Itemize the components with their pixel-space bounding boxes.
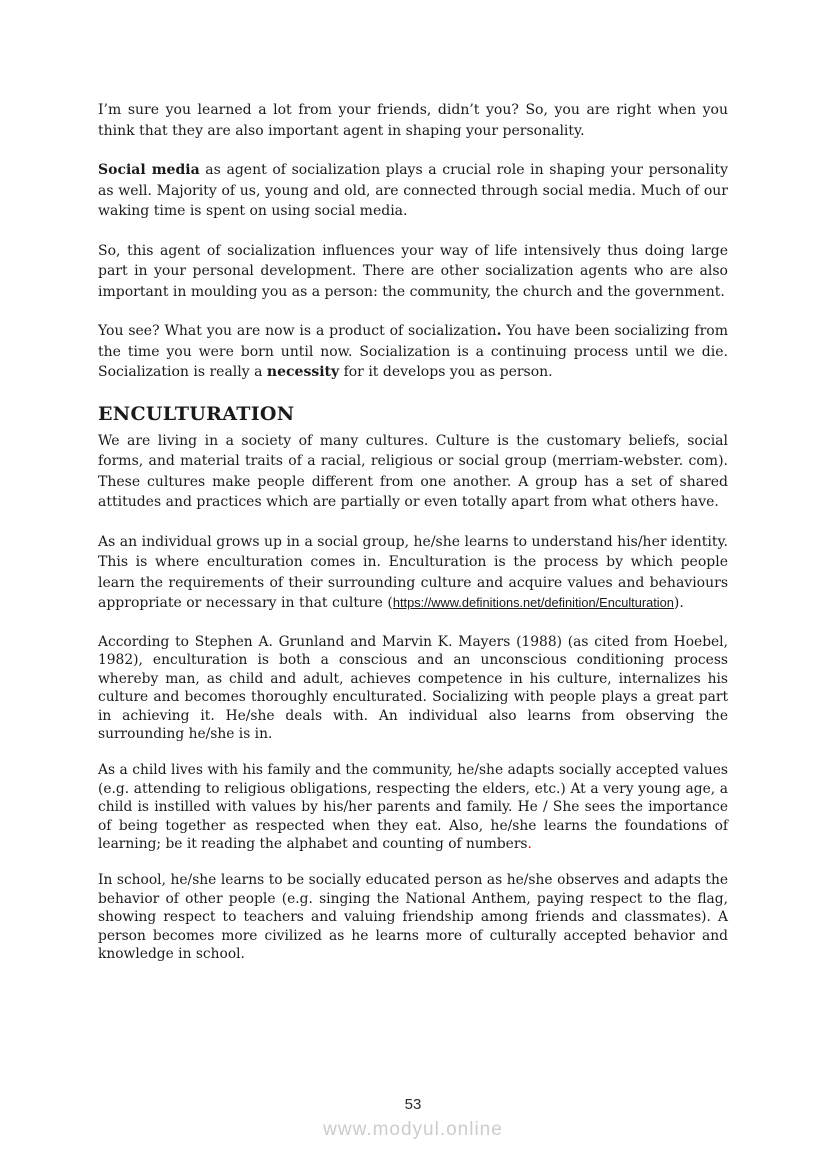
paragraph-child-family-text: As a child lives with his family and the community, he/she adapts socially accepted values (e.g. attending to religious obligations, respecting the elders, etc.) At a very young age, a child is instilled with values by his/her parents and family. He / She sees the importance of being together as respected when they eat. Also, he/she learns the foundations of learning; be it reading the alphabet and counting of numbers xyxy=(98,762,728,853)
paragraph-social-media xyxy=(98,160,728,222)
paragraph-socialization-influence: So, this agent of socialization influences your way of life intensively thus doing large part in your personal development. There are other socialization agents who are also important in moulding you as a person: the community, the church and the government. xyxy=(98,242,728,300)
bold-period: . xyxy=(496,323,502,339)
paragraph-product-text-end: for it develops you as person. xyxy=(339,364,553,380)
paragraph-product-of-socialization xyxy=(98,321,728,383)
paragraph-social-media-text: as agent of socialization plays a crucial role in shaping your personality as well. Majority of us, young and old, are connected through social media. Much of our waking time is spent on using social media. xyxy=(98,162,728,219)
page-content xyxy=(98,100,728,964)
paragraph-product-text-start: You see? What you are now is a product of socialization xyxy=(98,323,497,339)
bold-social-media: Social media xyxy=(98,162,200,178)
enculturation-definition-link[interactable]: https://www.definitions.net/definition/Enculturation xyxy=(392,595,674,610)
paragraph-enculturation-text: As an individual grows up in a social group, he/she learns to understand his/her identity. This is where enculturation comes in. Enculturation is the process by which people learn the requirements of their surrounding culture and acquire values and behaviours appropriate or necessary in that culture ( xyxy=(98,533,728,611)
watermark: www.modyul.online xyxy=(323,1119,503,1140)
paragraph-enculturation-definition xyxy=(98,532,728,614)
paragraph-enculturation-close: ). xyxy=(673,595,684,611)
page-number: 53 xyxy=(404,1096,422,1113)
paragraph-many-cultures: We are living in a society of many cultures. Culture is the customary beliefs, social forms, and material traits of a racial, religious or social group (merriam-webster. com). These cultures make people different from one another. A group has a set of shared attitudes and practices which are partially or even totally apart from what others have. xyxy=(98,432,728,510)
paragraph-child-family xyxy=(98,761,728,854)
paragraph-school-socialization: In school, he/she learns to be socially educated person as he/she observes and adapts the behavior of other people (e.g. singing the National Anthem, paying respect to the flag, showing respect to teachers and valuing friendship among friends and classmates). A person becomes more civilized as he learns more of culturally accepted behavior and knowledge in school. xyxy=(98,872,728,963)
bold-necessity: necessity xyxy=(266,364,340,380)
paragraph-product-text-middle: You have been socializing from the time you were born until now. Socialization is a continuing process until we die. Socialization is really a xyxy=(98,323,728,380)
paragraph-friends-agent: I’m sure you learned a lot from your friends, didn’t you? So, you are right when you think that they are also important agent in shaping your personality. xyxy=(98,102,728,139)
red-period: . xyxy=(527,836,532,853)
section-heading-enculturation: ENCULTURATION xyxy=(98,402,295,425)
paragraph-grunland-mayers: According to Stephen A. Grunland and Marvin K. Mayers (1988) (as cited from Hoebel, 1982), enculturation is both a conscious and an unconscious conditioning process whereby man, as child and adult, achieves competence in his culture, internalizes his culture and becomes thoroughly enculturated. Socializing with people plays a great part in achieving it. He/she deals with. An individual also learns from observing the surrounding he/she is in. xyxy=(98,633,728,743)
